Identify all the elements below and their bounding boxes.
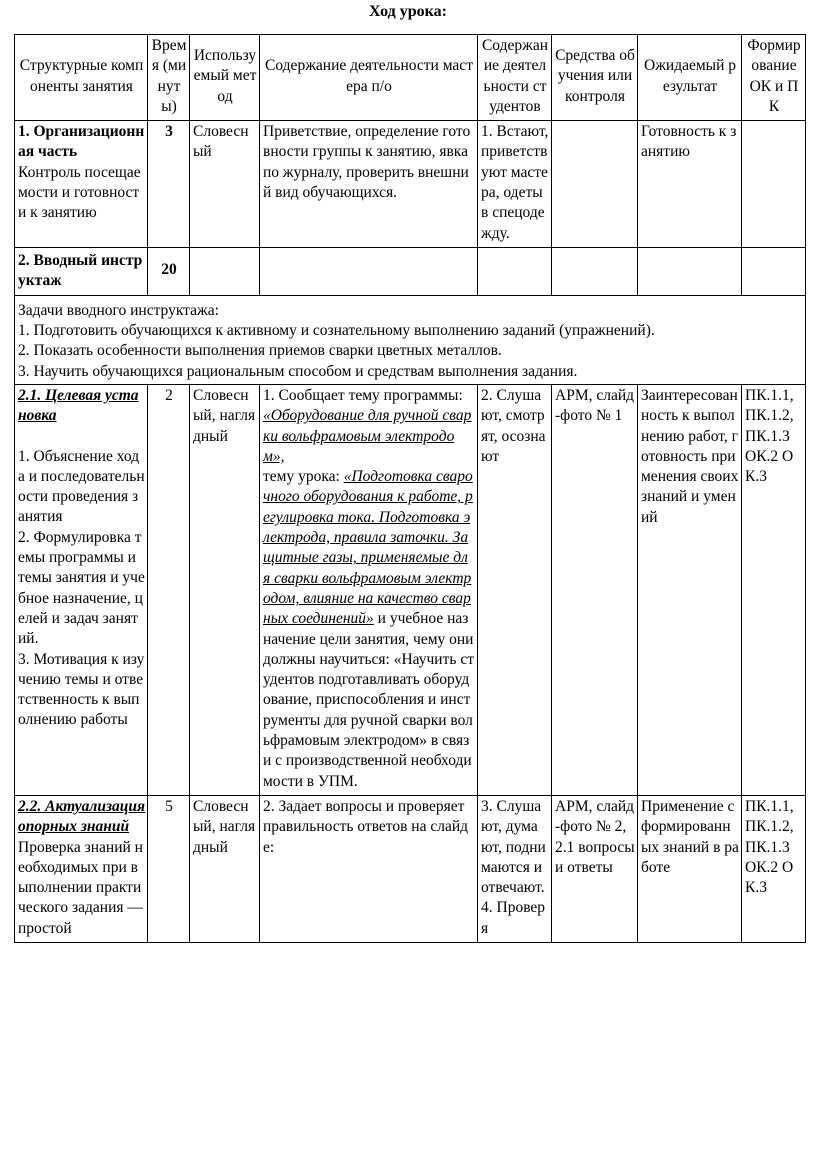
- competencies-cell: [742, 121, 806, 248]
- table-row: [15, 384, 806, 795]
- method-cell: Словесный, наглядный: [190, 384, 260, 795]
- component-item: 1. Объяснение хода и последовательности проведения занятия: [18, 447, 145, 526]
- competencies-cell: ПК.1.1, ПК.1.2, ПК.1.3 ОК.2 ОК.3: [742, 795, 806, 942]
- students-cell: 1. Встают, приветствуют мастера, одеты в спецодежду.: [478, 121, 552, 248]
- header-cell: Содержание деятельности студентов: [478, 35, 552, 121]
- task-item: 2. Показать особенности выполнения приемов сварки цветных металлов.: [18, 342, 502, 360]
- header-cell: Время (минуты): [148, 35, 190, 121]
- means-cell: [552, 121, 638, 248]
- component-title: 2. Вводный инструктаж: [15, 248, 148, 296]
- table-row: [15, 795, 806, 942]
- tasks-row: [15, 295, 806, 384]
- header-cell: Используемый метод: [190, 35, 260, 121]
- time-cell: 20: [148, 248, 190, 296]
- means-cell: АРМ, слайд-фото № 2, 2.1 вопросы и ответы: [552, 795, 638, 942]
- students-text: 3. Слушают, думают, поднимаются и отвечают.: [481, 797, 546, 897]
- header-cell: Структурные компоненты занятия: [15, 35, 148, 121]
- component-item: 2. Формулировка темы программы и темы занятия и учебное назначение, целей и задач занятий.: [18, 528, 145, 648]
- component-item: 3. Мотивация к изучению темы и ответственность к выполнению работы: [18, 650, 145, 729]
- result-cell: Готовность к занятию: [638, 121, 742, 248]
- component-cell: [15, 121, 148, 248]
- lesson-topic: «Подготовка сварочного оборудования к работе, регулировка тока. Подготовка электрода, правила заточки. Защитные газы, применяемые для сварки вольфрамовым электродом, влияние на качество сварных соединений»: [263, 468, 473, 628]
- header-cell: Формирование ОК и ПК: [742, 35, 806, 121]
- header-cell: Средства обучения или контроля: [552, 35, 638, 121]
- header-cell: Ожидаемый результат: [638, 35, 742, 121]
- students-cell: 2. Слушают, смотрят, осознают: [478, 384, 552, 795]
- method-cell: Словесный: [190, 121, 260, 248]
- competencies-cell: [742, 248, 806, 296]
- master-text: тему урока:: [263, 468, 344, 486]
- component-title: 1. Организационная часть: [18, 123, 145, 161]
- page-title: Ход урока:: [369, 3, 447, 20]
- students-text: 4. Проверя: [481, 899, 546, 937]
- master-cell: Приветствие, определение готовности группы к занятию, явка по журналу, проверить внешний вид обучающихся.: [260, 121, 478, 248]
- master-cell: 2. Задает вопросы и проверяет правильность ответов на слайде:: [260, 795, 478, 942]
- time-cell: 2: [148, 384, 190, 795]
- table-header-row: [15, 35, 806, 121]
- program-title: «Оборудование для ручной сварки вольфрамовым электродом»,: [263, 407, 472, 465]
- result-cell: Заинтересованность к выполнению работ, готовность применения своих знаний и умений: [638, 384, 742, 795]
- master-text: и учебное назначение цели занятия, чему они должны научиться: «Научить студентов подготавливать оборудование, приспособления и инструменты для ручной сварки вольфрамовым электродом» в связи с производственной необходимости в УПМ.: [263, 610, 474, 790]
- component-cell: [15, 384, 148, 795]
- master-cell: [260, 248, 478, 296]
- students-cell: [478, 795, 552, 942]
- tasks-cell: [15, 295, 806, 384]
- component-cell: [15, 795, 148, 942]
- method-cell: Словесный, наглядный: [190, 795, 260, 942]
- lesson-plan-table: [14, 34, 806, 943]
- result-cell: [638, 248, 742, 296]
- students-cell: [478, 248, 552, 296]
- component-text: Проверка знаний необходимых при выполнении практического задания — простой: [18, 838, 143, 937]
- task-item: 3. Научить обучающихся рациональным способом и средствам выполнения задания.: [18, 362, 578, 380]
- master-cell: [260, 384, 478, 795]
- means-cell: [552, 248, 638, 296]
- table-row: [15, 121, 806, 248]
- result-cell: Применение сформированных знаний в работе: [638, 795, 742, 942]
- master-text: 1. Сообщает тему программы:: [263, 386, 463, 404]
- competencies-cell: ПК.1.1, ПК.1.2, ПК.1.3 ОК.2 ОК.3: [742, 384, 806, 795]
- method-cell: [190, 248, 260, 296]
- time-cell: 5: [148, 795, 190, 942]
- tasks-heading: Задачи вводного инструктажа:: [18, 301, 219, 319]
- task-item: 1. Подготовить обучающихся к активному и сознательному выполнению заданий (упражнений).: [18, 322, 655, 340]
- table-row: [15, 248, 806, 296]
- component-title: 2.1. Целевая установка: [18, 386, 139, 425]
- component-title: 2.2. Актуализация опорных знаний: [18, 797, 146, 836]
- component-text: Контроль посещаемости и готовности к занятию: [18, 163, 141, 222]
- header-cell: Содержание деятельности мастера п/о: [260, 35, 478, 121]
- means-cell: АРМ, слайд-фото № 1: [552, 384, 638, 795]
- time-cell: 3: [148, 121, 190, 248]
